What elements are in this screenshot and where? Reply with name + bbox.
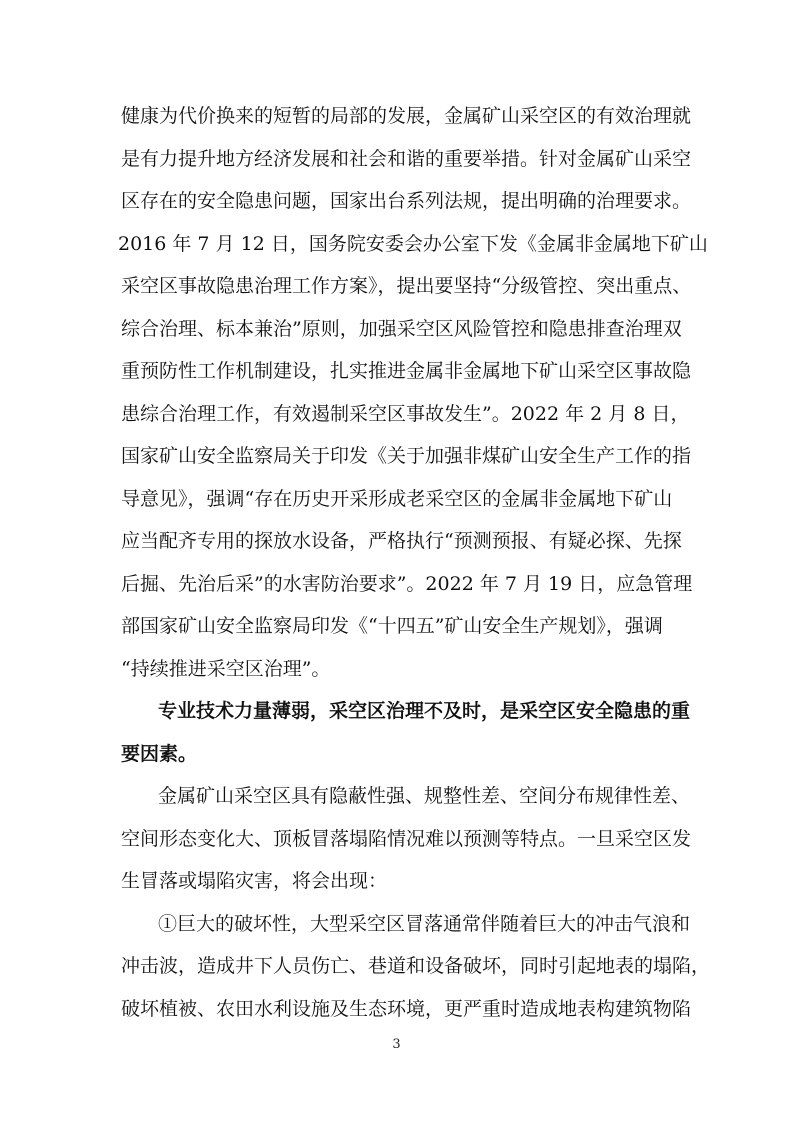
document-page: 健康为代价换来的短暂的局部的发展，金属矿山采空区的有效治理就 是有力提升地方经济发展和社会和谐的重要举措。针对金属矿山采空 区存在的安全隐患问题，国家出台系列法规，提出明确的治理要求。 2016 年 7 月 12 日，国务院安委会办公室下发《金属非金属地下矿山 采空区事故隐患治理工作方案》，提出要坚持“分级管控、突出重点、 综合治理、标本兼治”原则，加强采空区风险管控和隐患排查治理双 重预防性工作机制建设，扎实推进金属非金属地下矿山采空区事故隐 患综合治理工作，有效遏制采空区事故发生”。2022 年 2 月 8 日， 国家矿山安全监察局关于印发《关于加强非煤矿山安全生产工作的指 导意见》，强调“存在历史开采形成老采空区的金属非金属地下矿山 应当配齐专用的探放水设备，严格执行“预测预报、有疑必探、先探 后掘、先治后采”的水害防治要求”。2022 年 7 月 19 日，应急管理 部国家矿山安全监察局印发《“十四五”矿山安全生产规划》，强调 “持续推进采空区治理”。 专业技术力量薄弱，采空区治理不及时，是采空区安全隐患的重 要因素。 金属矿山采空区具有隐蔽性强、规整性差、空间分布规律性差、 空间形态变化大、顶板冒落塌陷情况难以预测等特点。一旦采空区发 生冒落或塌陷灾害，将会出现： ①巨大的破坏性，大型采空区冒落通常伴随着巨大的冲击气浪和 冲击波，造成井下人员伤亡、巷道和设备破坏，同时引起地表的塌陷， 破坏植被、农田水利设施及生态环境，更严重时造成地表构建筑物陷 3 (0, 0, 793, 1122)
page-number: 3 (392, 1037, 401, 1052)
